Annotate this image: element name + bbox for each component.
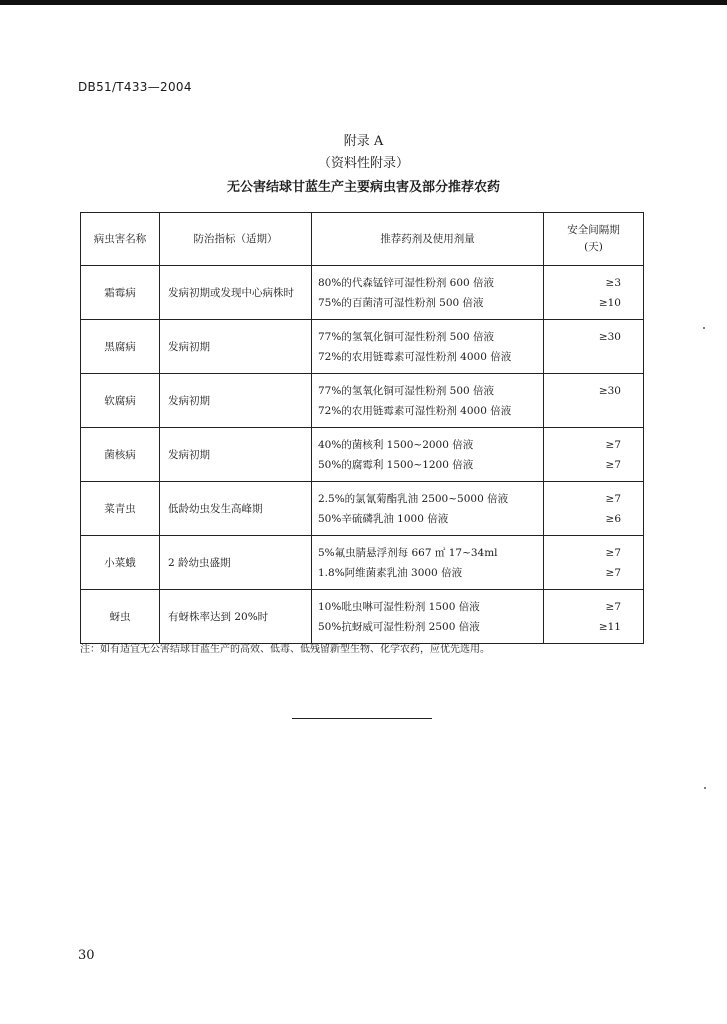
control-period: 有蚜株率达到 20%时 <box>160 590 312 644</box>
safety-interval <box>544 401 621 421</box>
control-period: 低龄幼虫发生高峰期 <box>160 482 312 536</box>
safety-cell <box>544 374 644 428</box>
header-pest-name: 病虫害名称 <box>81 213 160 266</box>
agent-line: 50%辛硫磷乳油 1000 倍液 <box>318 512 449 525</box>
pest-name: 菜青虫 <box>81 482 160 536</box>
page-number: 30 <box>78 948 95 963</box>
safety-interval: ≥30 <box>598 330 621 343</box>
safety-interval: ≥7 <box>605 458 621 471</box>
table-row <box>81 266 644 320</box>
header-control-period: 防治指标（适期） <box>160 213 312 266</box>
pest-name: 蚜虫 <box>81 590 160 644</box>
header-recommended-agents: 推荐药剂及使用剂量 <box>312 213 544 266</box>
header-safety-interval <box>544 213 644 266</box>
agent-line: 72%的农用链霉素可湿性粉剂 4000 倍液 <box>318 350 512 363</box>
table-row <box>81 320 644 374</box>
header-safety-interval-line2: (天) <box>584 241 603 253</box>
agent-line: 2.5%的氯氰菊酯乳油 2500~5000 倍液 <box>318 492 509 505</box>
agent-cell <box>312 482 544 536</box>
safety-cell <box>544 266 644 320</box>
safety-interval: ≥3 <box>605 276 621 289</box>
agent-line: 72%的农用链霉素可湿性粉剂 4000 倍液 <box>318 404 512 417</box>
agent-line: 80%的代森锰锌可湿性粉剂 600 倍液 <box>318 276 495 289</box>
table-footnote: 注：如有适宜无公害结球甘蓝生产的高效、低毒、低残留新型生物、化学农药，应优先选用。 <box>80 644 490 655</box>
safety-interval: ≥7 <box>605 566 621 579</box>
agent-cell <box>312 320 544 374</box>
pest-name: 软腐病 <box>81 374 160 428</box>
agent-line: 1.8%阿维菌素乳油 3000 倍液 <box>318 566 463 579</box>
top-border-rule <box>0 0 727 5</box>
agent-line: 40%的菌核利 1500~2000 倍液 <box>318 438 474 451</box>
safety-interval: ≥30 <box>598 384 621 397</box>
pest-name: 霜霉病 <box>81 266 160 320</box>
safety-interval <box>544 347 621 367</box>
agent-line: 10%吡虫啉可湿性粉剂 1500 倍液 <box>318 600 480 613</box>
table-header-row <box>81 213 644 266</box>
appendix-subtitle: （资料性附录） <box>317 156 409 171</box>
safety-cell <box>544 320 644 374</box>
safety-interval: ≥7 <box>605 600 621 613</box>
document-code: DB51/T433—2004 <box>78 80 192 94</box>
control-period: 发病初期 <box>160 374 312 428</box>
safety-cell <box>544 482 644 536</box>
agent-line: 77%的氢氧化铜可湿性粉剂 500 倍液 <box>318 330 495 343</box>
control-period: 发病初期或发现中心病株时 <box>160 266 312 320</box>
agent-line: 50%的腐霉利 1500~1200 倍液 <box>318 458 474 471</box>
table-row <box>81 482 644 536</box>
safety-interval: ≥7 <box>605 492 621 505</box>
pest-name: 黑腐病 <box>81 320 160 374</box>
pest-name: 菌核病 <box>81 428 160 482</box>
safety-interval: ≥6 <box>605 512 621 525</box>
safety-interval: ≥11 <box>598 620 621 633</box>
appendix-label: 附录 A <box>343 134 384 149</box>
agent-line: 77%的氢氧化铜可湿性粉剂 500 倍液 <box>318 384 495 397</box>
header-safety-interval-line1: 安全间隔期 <box>567 224 620 236</box>
safety-cell <box>544 590 644 644</box>
table-row <box>81 428 644 482</box>
safety-interval: ≥10 <box>598 296 621 309</box>
agent-cell <box>312 590 544 644</box>
table-row <box>81 374 644 428</box>
safety-cell <box>544 536 644 590</box>
end-of-appendix-rule <box>292 718 432 719</box>
agent-line: 5%氟虫腈悬浮剂每 667 ㎡ 17~34ml <box>318 546 498 559</box>
agent-cell <box>312 374 544 428</box>
control-period: 发病初期 <box>160 428 312 482</box>
agent-line: 75%的百菌清可湿性粉剂 500 倍液 <box>318 296 484 309</box>
safety-cell <box>544 428 644 482</box>
table-row <box>81 536 644 590</box>
safety-interval: ≥7 <box>605 546 621 559</box>
agent-cell <box>312 266 544 320</box>
control-period: 2 龄幼虫盛期 <box>160 536 312 590</box>
appendix-title: 无公害结球甘蓝生产主要病虫害及部分推荐农药 <box>226 180 500 195</box>
scan-speck <box>704 787 706 789</box>
table-row <box>81 590 644 644</box>
pest-name: 小菜蛾 <box>81 536 160 590</box>
safety-interval: ≥7 <box>605 438 621 451</box>
agent-cell <box>312 536 544 590</box>
agent-cell <box>312 428 544 482</box>
control-period: 发病初期 <box>160 320 312 374</box>
pesticide-table <box>80 212 644 644</box>
agent-line: 50%抗蚜威可湿性粉剂 2500 倍液 <box>318 620 480 633</box>
scan-speck <box>703 327 705 329</box>
